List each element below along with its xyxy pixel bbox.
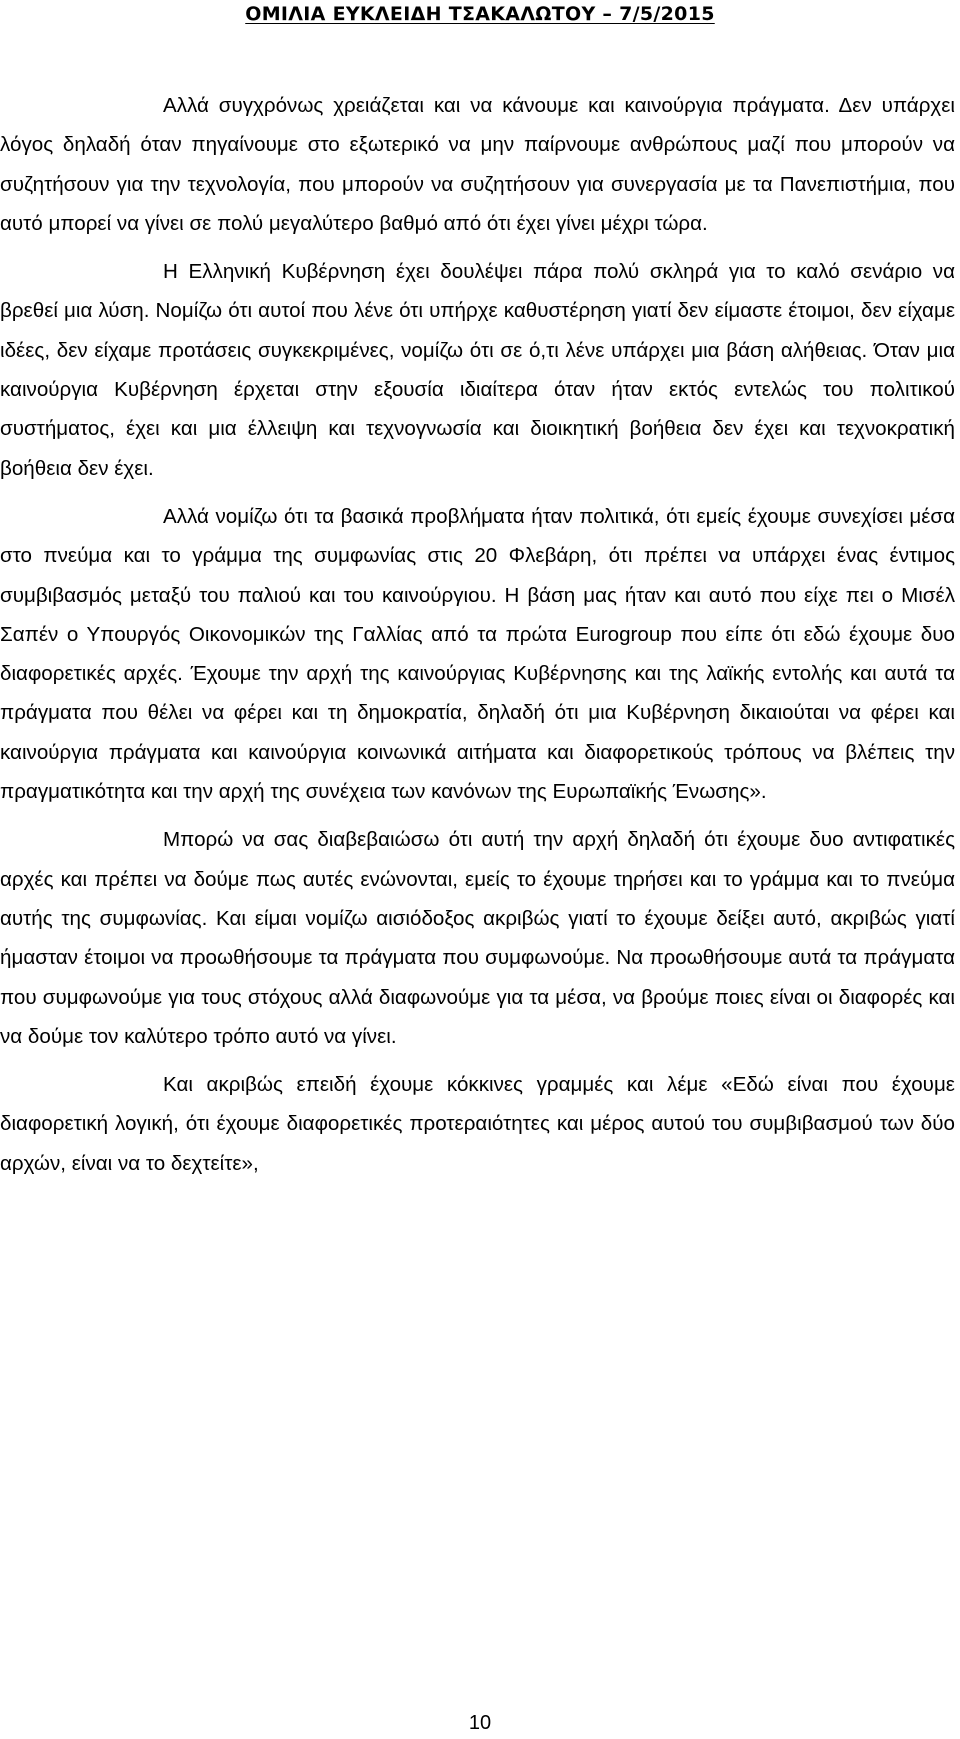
page-number: 10 <box>468 1712 492 1734</box>
paragraph: Αλλά νομίζω ότι τα βασικά προβλήματα ήταν πολιτικά, ότι εμείς έχουμε συνεχίσει μέσα στο πνεύμα και το γράμμα της συμφωνίας στις 20 Φλεβάρη, ότι πρέπει να υπάρχει ένας έντιμος συμβιβασμός μεταξύ του παλιού και του καινούργιου. Η βάση μας ήταν και αυτό που είχε πει ο Μισέλ Σαπέν ο Υπουργός Οικονομικών της Γαλλίας από τα πρώτα Eurogroup που είπε ότι εδώ έχουμε δυο διαφορετικές αρχές. Έχουμε την αρχή της καινούργιας Κυβέρνησης και της λαϊκής εντολής και αυτά τα πράγματα που θέλει να φέρει και τη δημοκρατία, δηλαδή ότι μια Κυβέρνηση δικαιούται να φέρει και καινούργια πράγματα και καινούργια κοινωνικά αιτήματα και διαφορετικούς τρόπους να βλέπεις την πραγματικότητα και την αρχή της συνέχεια των κανόνων της Ευρωπαϊκής Ένωσης». <box>0 504 955 804</box>
document-body <box>0 86 955 1192</box>
paragraph: Αλλά συγχρόνως χρειάζεται και να κάνουμε και καινούργια πράγματα. Δεν υπάρχει λόγος δηλαδή όταν πηγαίνουμε στο εξωτερικό να μην παίρνουμε ανθρώπους μαζί που μπορούν να συζητήσουν για την τεχνολογία, που μπορούν να συζητήσουν για συνεργασία με τα Πανεπιστήμια, που αυτό μπορεί να γίνει σε πολύ μεγαλύτερο βαθμό από ότι έχει γίνει μέχρι τώρα. <box>0 94 955 235</box>
page-header <box>0 0 960 28</box>
paragraph: Η Ελληνική Κυβέρνηση έχει δουλέψει πάρα πολύ σκληρά για το καλό σενάριο να βρεθεί μια λύση. Νομίζω ότι αυτοί που λένε ότι υπήρχε καθυστέρηση γιατί δεν είμαστε έτοιμοι, δεν είχαμε ιδέες, δεν είχαμε προτάσεις συγκεκριμένες, νομίζω ότι σε ό,τι λένε υπάρχει μια βάση αλήθειας. Όταν μια καινούργια Κυβέρνηση έρχεται στην εξουσία ιδιαίτερα όταν ήταν εκτός εντελώς του πολιτικού συστήματος, έχει και μια έλλειψη και τεχνογνωσία και διοικητική βοήθεια δεν έχει και τεχνοκρατική βοήθεια δεν έχει. <box>0 260 955 480</box>
paragraph: Μπορώ να σας διαβεβαιώσω ότι αυτή την αρχή δηλαδή ότι έχουμε δυο αντιφατικές αρχές και πρέπει να δούμε πως αυτές ενώνονται, εμείς το έχουμε τηρήσει και το γράμμα και το πνεύμα αυτής της συμφωνίας. Και είμαι νομίζω αισιόδοξος ακριβώς γιατί το έχουμε δείξει αυτό, ακριβώς γιατί ήμασταν έτοιμοι να προωθήσουμε τα πράγματα που συμφωνούμε. Να προωθήσουμε αυτά τα πράγματα που συμφωνούμε για τους στόχους αλλά διαφωνούμε για τα μέσα, να βρούμε ποιες είναι οι διαφορές και να δούμε τον καλύτερο τρόπο αυτό να γίνει. <box>0 828 955 1048</box>
page-footer <box>0 1710 960 1736</box>
paragraph: Και ακριβώς επειδή έχουμε κόκκινες γραμμές και λέμε «Εδώ είναι που έχουμε διαφορετική λογική, ότι έχουμε διαφορετικές προτεραιότητες και μέρος αυτού του συμβιβασμού των δύο αρχών, είναι να το δεχτείτε», <box>0 1073 955 1175</box>
header-title: ΟΜΙΛΙΑ ΕΥΚΛΕΙΔΗ ΤΣΑΚΑΛΩΤΟΥ – 7/5/2015 <box>245 3 715 25</box>
